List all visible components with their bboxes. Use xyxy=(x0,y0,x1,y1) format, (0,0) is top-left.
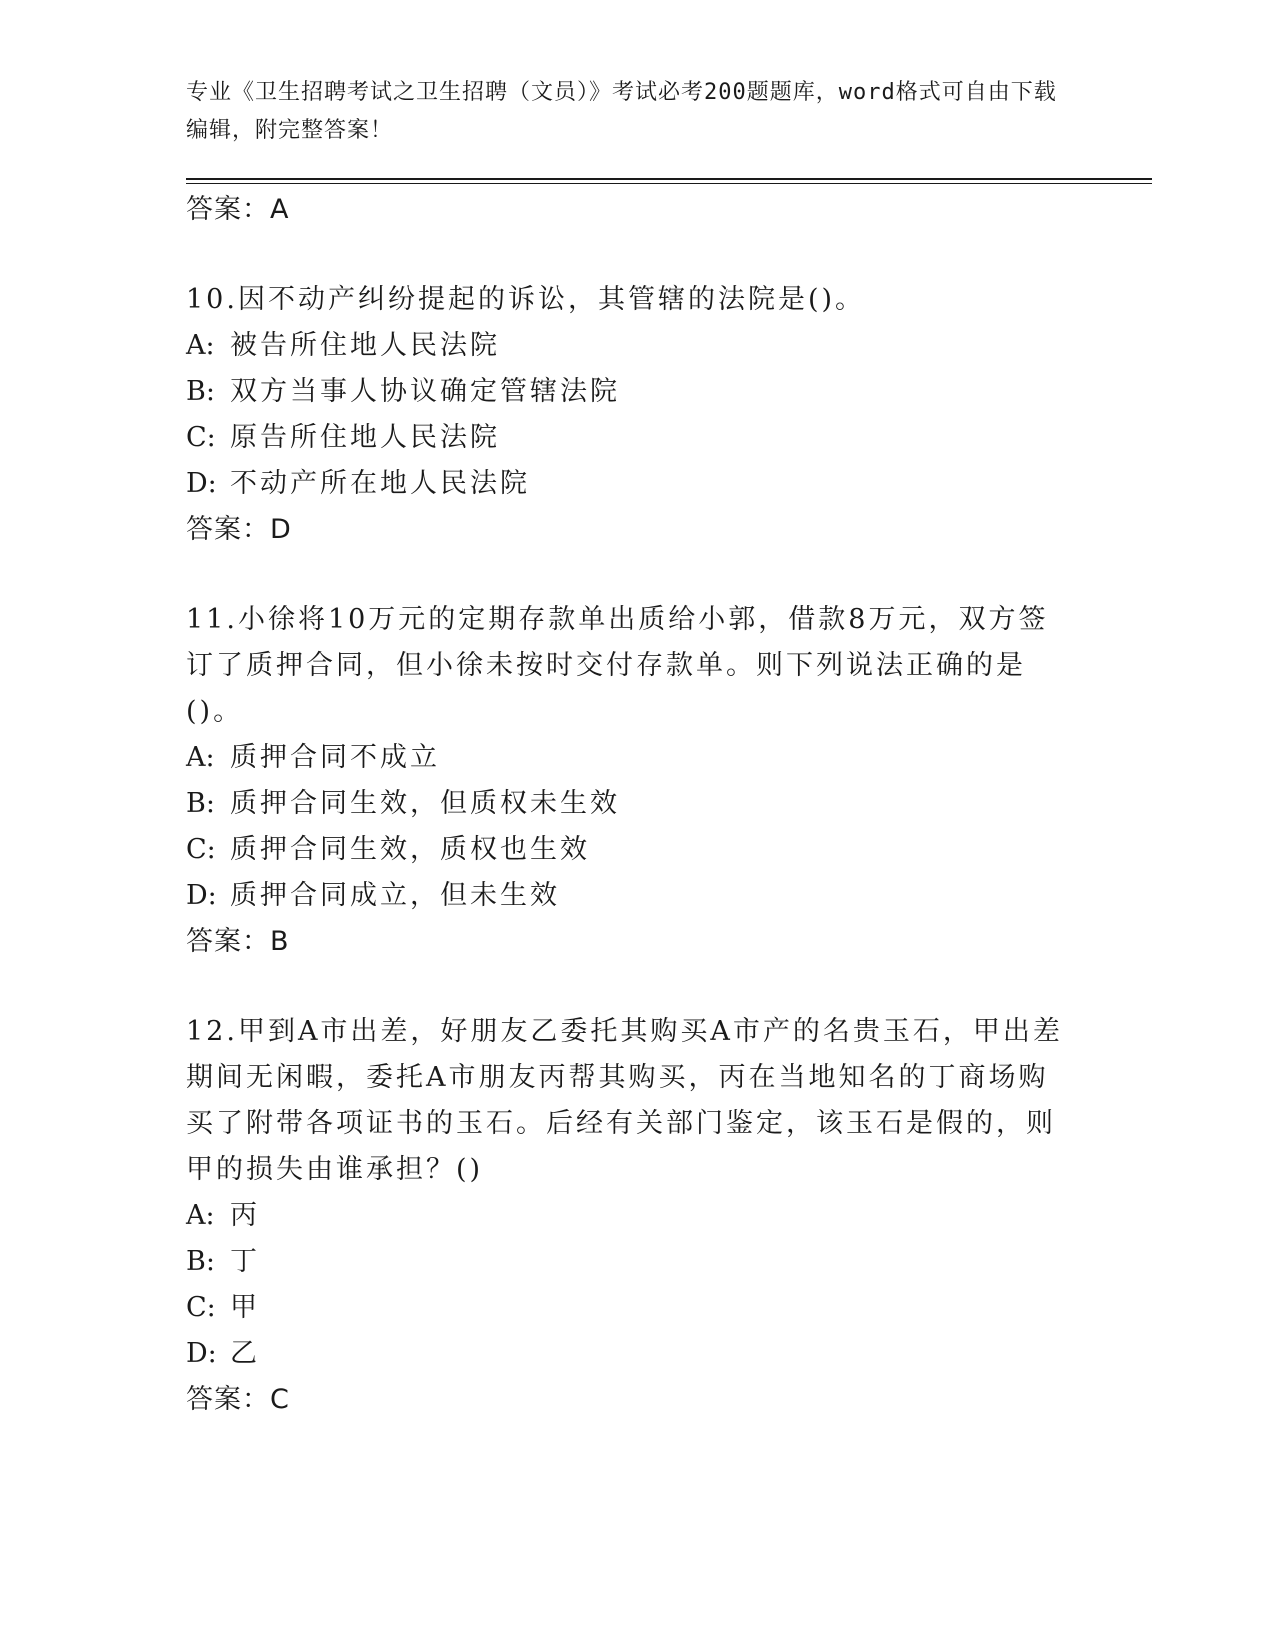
question-text: 11.小徐将10万元的定期存款单出质给小郭，借款8万元，双方签订了质押合同，但小徐未按时交付存款单。则下列说法正确的是()。 xyxy=(186,604,1049,727)
option-letter: B: xyxy=(186,788,215,819)
option-text: 原告所住地人民法院 xyxy=(230,422,500,453)
option-b xyxy=(186,781,1066,827)
option-text: 被告所住地人民法院 xyxy=(230,330,500,361)
option-letter: D: xyxy=(186,1338,217,1369)
option-text: 甲 xyxy=(230,1292,260,1323)
option-letter: D: xyxy=(186,468,217,499)
option-letter: A: xyxy=(186,330,215,361)
question-text: 10.因不动产纠纷提起的诉讼，其管辖的法院是()。 xyxy=(186,284,866,315)
option-letter: D: xyxy=(186,880,217,911)
option-d xyxy=(186,1331,1066,1377)
option-text: 丁 xyxy=(230,1246,260,1277)
answer-line: 答案：A xyxy=(186,194,290,225)
option-letter: B: xyxy=(186,376,215,407)
option-text: 丙 xyxy=(230,1200,260,1231)
option-text: 质押合同生效，质权也生效 xyxy=(230,834,590,865)
option-letter: C: xyxy=(186,422,216,453)
question-block xyxy=(186,277,1066,553)
question-block xyxy=(186,597,1066,965)
header-rule-thin xyxy=(186,183,1152,184)
option-a xyxy=(186,323,1066,369)
answer-line: 答案：C xyxy=(186,1384,290,1415)
option-text: 质押合同成立，但未生效 xyxy=(230,880,560,911)
document-header: 专业《卫生招聘考试之卫生招聘（文员）》考试必考200题题库，word格式可自由下载编辑，附完整答案！ xyxy=(186,80,1057,143)
option-letter: A: xyxy=(186,1200,215,1231)
option-text: 质押合同生效，但质权未生效 xyxy=(230,788,620,819)
option-a xyxy=(186,735,1066,781)
answer-line: 答案：B xyxy=(186,926,290,957)
header-rule-thick xyxy=(186,178,1152,180)
option-letter: A: xyxy=(186,742,215,773)
option-b xyxy=(186,1239,1066,1285)
option-letter: C: xyxy=(186,1292,216,1323)
option-a xyxy=(186,1193,1066,1239)
option-c xyxy=(186,827,1066,873)
question-block xyxy=(186,1009,1066,1423)
answer-line: 答案：D xyxy=(186,514,292,545)
option-d xyxy=(186,461,1066,507)
option-text: 双方当事人协议确定管辖法院 xyxy=(230,376,620,407)
option-letter: C: xyxy=(186,834,216,865)
option-d xyxy=(186,873,1066,919)
option-text: 不动产所在地人民法院 xyxy=(230,468,530,499)
option-text: 质押合同不成立 xyxy=(230,742,440,773)
question-text: 12.甲到A市出差，好朋友乙委托其购买A市产的名贵玉石，甲出差期间无闲暇，委托A市朋友丙帮其购买，丙在当地知名的丁商场购买了附带各项证书的玉石。后经有关部门鉴定，该玉石是假的，则甲的损失由谁承担？() xyxy=(186,1016,1063,1185)
option-text: 乙 xyxy=(230,1338,260,1369)
option-b xyxy=(186,369,1066,415)
option-c xyxy=(186,415,1066,461)
option-c xyxy=(186,1285,1066,1331)
option-letter: B: xyxy=(186,1246,215,1277)
question-list xyxy=(186,187,1066,1423)
